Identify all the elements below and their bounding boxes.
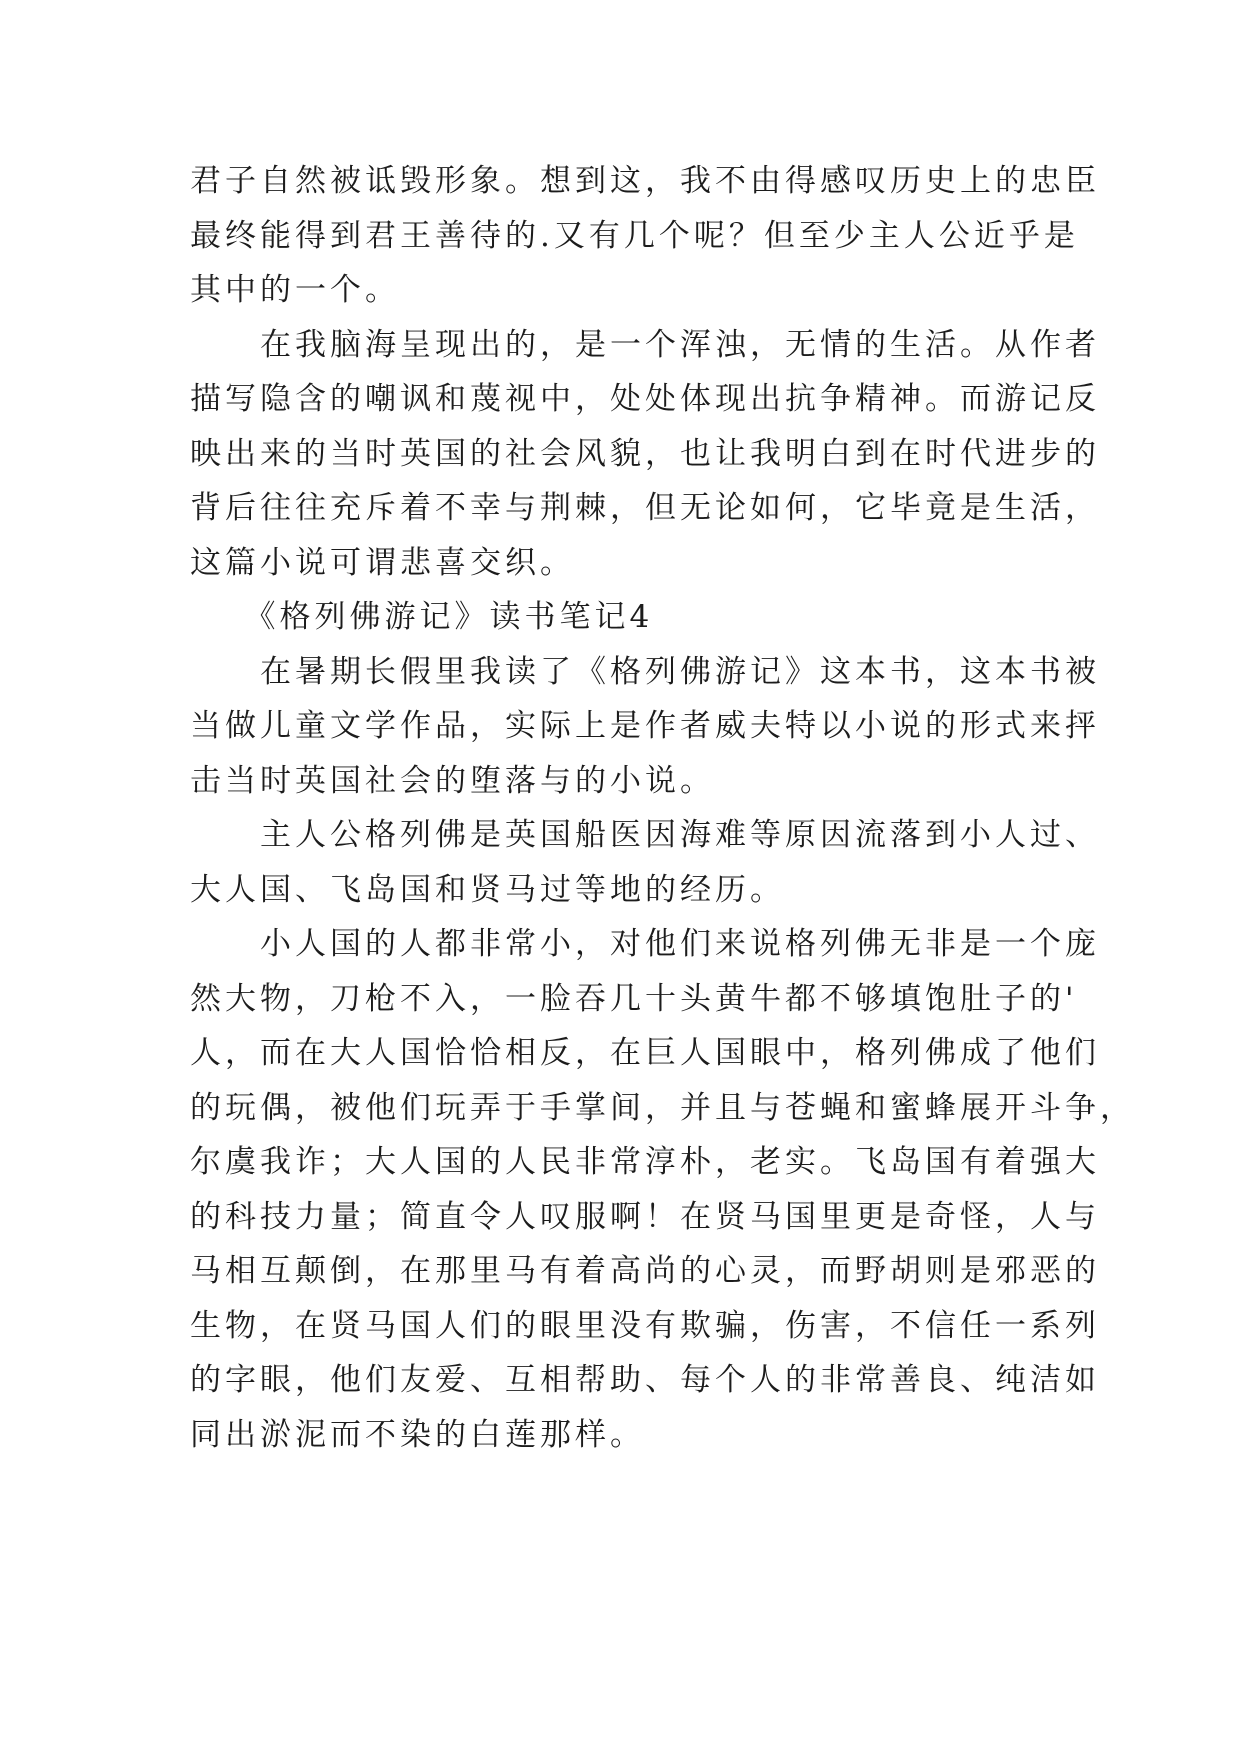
text-line: 在暑期长假里我读了《格列佛游记》这本书，这本书被 [190, 653, 1100, 690]
document-body [190, 154, 1135, 1462]
text-line: 然大物，刀枪不入，一脸吞几十头黄牛都不够填饱肚子的' [190, 980, 1078, 1017]
text-line: 同出淤泥而不染的白莲那样。 [190, 1416, 645, 1453]
text-line: 主人公格列佛是英国船医因海难等原因流落到小人过、 [190, 817, 1100, 853]
text-line: 人，而在大人国恰恰相反，在巨人国眼中，格列佛成了他们 [190, 1035, 1100, 1071]
text-line: 马相互颠倒，在那里马有着高尚的心灵，而野胡则是邪恶的 [190, 1253, 1100, 1289]
text-line: 在我脑海呈现出的，是一个浑浊，无情的生活。从作者 [190, 326, 1100, 363]
text-line: 小人国的人都非常小，对他们来说格列佛无非是一个庞 [190, 926, 1100, 962]
text-line: 击当时英国社会的堕落与的小说。 [190, 762, 715, 799]
text-line: 生物，在贤马国人们的眼里没有欺骗，伤害，不信任一系列 [190, 1307, 1100, 1344]
text-line: 描写隐含的嘲讽和蔑视中，处处体现出抗争精神。而游记反 [190, 381, 1100, 417]
text-line: 大人国、飞岛国和贤马过等地的经历。 [190, 871, 785, 908]
text-line: 的字眼，他们友爱、互相帮助、每个人的非常善良、纯洁如 [190, 1362, 1100, 1398]
text-line: 映出来的当时英国的社会风貌，也让我明白到在时代进步的 [190, 435, 1100, 472]
text-line: 的科技力量；简直令人叹服啊！在贤马国里更是奇怪，人与 [190, 1198, 1100, 1235]
section-heading: 《格列佛游记》读书笔记4 [190, 599, 654, 635]
text-line: 最终能得到君王善待的.又有几个呢？但至少主人公近乎是 [190, 217, 1079, 254]
text-line: 其中的一个。 [190, 272, 400, 308]
text-line: 当做儿童文学作品，实际上是作者威夫特以小说的形式来抨 [190, 708, 1100, 744]
text-line: 的玩偶，被他们玩弄于手掌间，并且与苍蝇和蜜蜂展开斗争， [190, 1089, 1135, 1126]
text-line: 这篇小说可谓悲喜交织。 [190, 544, 575, 581]
text-line: 尔虞我诈；大人国的人民非常淳朴，老实。飞岛国有着强大 [190, 1144, 1100, 1180]
text-line: 君子自然被诋毁形象。想到这，我不由得感叹历史上的忠臣 [190, 163, 1100, 199]
text-line: 背后往往充斥着不幸与荆棘，但无论如何，它毕竟是生活， [190, 490, 1100, 526]
